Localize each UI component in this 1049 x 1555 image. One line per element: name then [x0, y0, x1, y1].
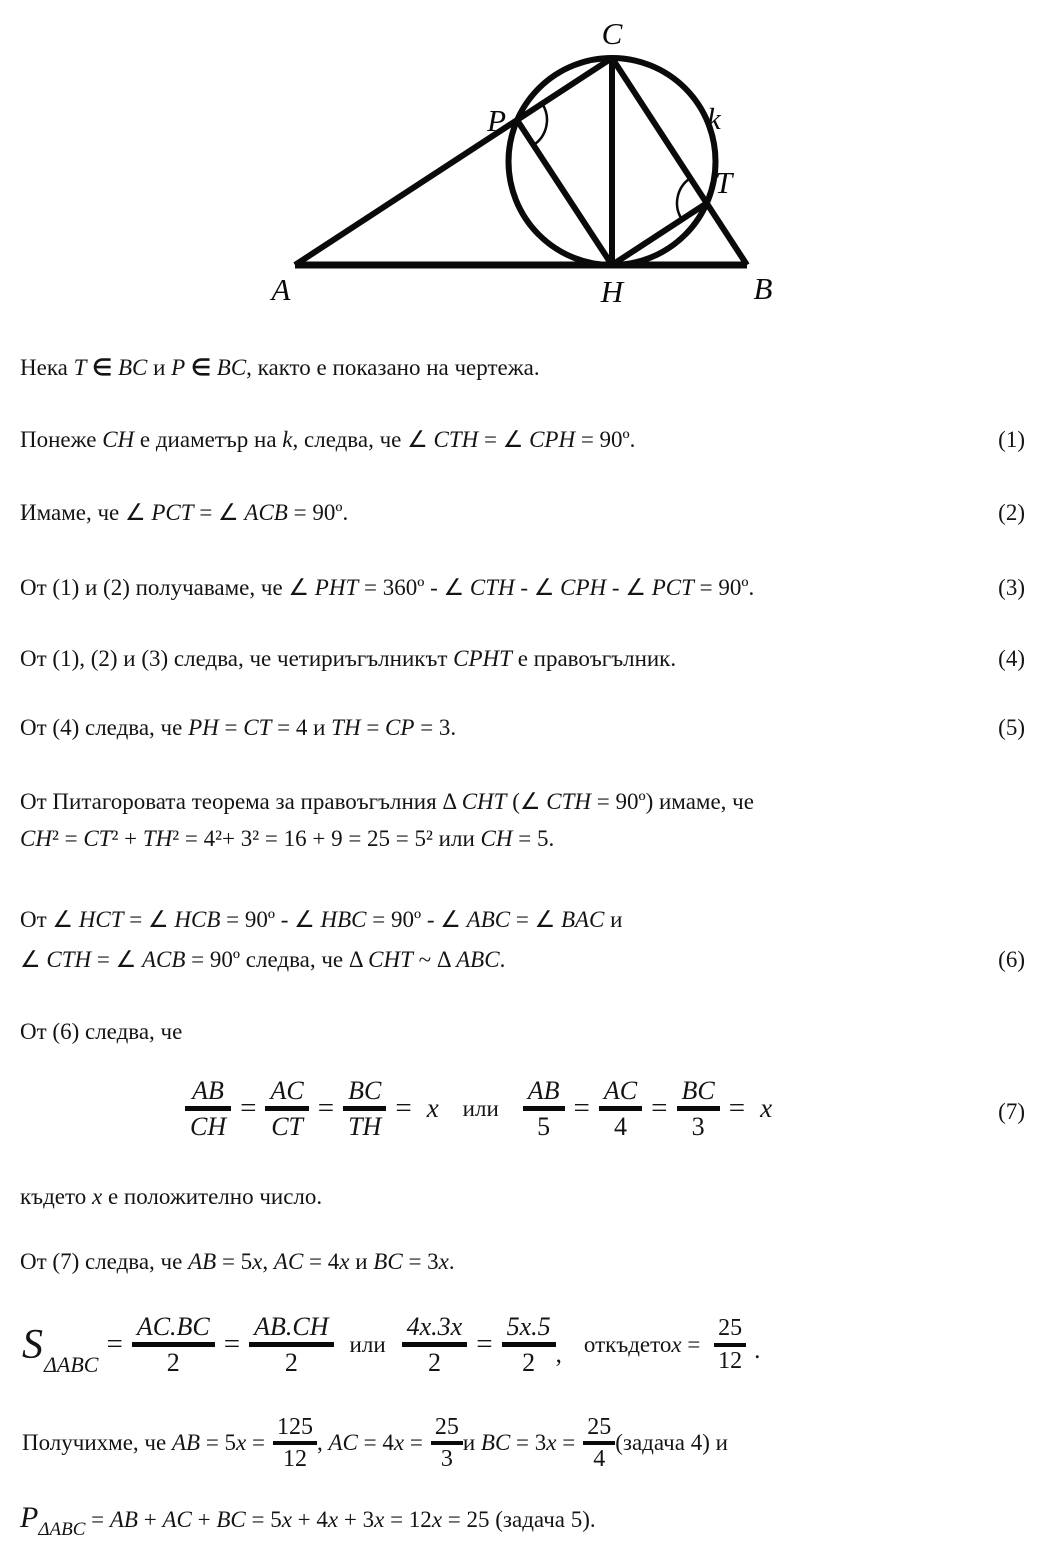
- text-segment: x: [327, 1507, 339, 1532]
- text-segment: =: [218, 715, 244, 740]
- text-segment: (задача 4) и: [615, 1430, 728, 1456]
- text-segment: CTH: [46, 947, 92, 972]
- text-segment: = 360º - ∠: [358, 575, 470, 600]
- text-segment: = 25 (задача 5).: [442, 1507, 596, 1532]
- text-segment: , следва, че ∠: [292, 427, 434, 452]
- text-segment: ,: [317, 1430, 329, 1456]
- equals-sign: =: [106, 1328, 123, 1361]
- equals-sign: =: [573, 1092, 590, 1125]
- text-segment: ACB: [141, 947, 186, 972]
- paragraph-rectangle: [20, 645, 1025, 673]
- equals-sign: =: [681, 1331, 707, 1357]
- text-segment: AB: [109, 1507, 138, 1532]
- text-segment: ∠: [20, 947, 47, 972]
- text-segment: =: [556, 1430, 576, 1456]
- fraction-4x3x-2: 4x.3x 2: [402, 1312, 468, 1377]
- text-segment: = 90º - ∠: [220, 907, 321, 932]
- text-run: [85, 1507, 595, 1532]
- text-segment: ABC: [456, 947, 500, 972]
- text-segment: = 90º.: [693, 575, 755, 600]
- paragraph-from-7: [20, 1248, 1025, 1276]
- text-segment: CT: [243, 715, 272, 740]
- text-segment: = ∠: [478, 427, 530, 452]
- equals-sign: =: [223, 1328, 241, 1361]
- text-segment: = 4: [303, 1249, 340, 1274]
- perimeter-line: [20, 1503, 1025, 1539]
- vertex-label-A: A: [271, 272, 291, 307]
- text-segment: BC: [373, 1249, 403, 1274]
- text-segment: и: [462, 1430, 481, 1456]
- text-segment: =: [246, 1430, 265, 1456]
- text-segment: +: [137, 1507, 163, 1532]
- equals-sign: =: [651, 1092, 668, 1125]
- text-segment: PHT: [314, 575, 359, 600]
- text-segment: +: [191, 1507, 217, 1532]
- paragraph-intro: [20, 354, 1025, 382]
- text-segment: P: [171, 355, 186, 380]
- equation-number-1: (1): [998, 427, 1025, 452]
- text-segment: CH: [480, 826, 513, 851]
- text-segment: T: [73, 355, 87, 380]
- variable-x: x: [760, 1093, 773, 1124]
- text-segment: ∈: [190, 355, 212, 380]
- text-segment: = 3.: [414, 715, 457, 740]
- text-segment: BC: [216, 355, 247, 380]
- text-segment: = ∠: [123, 907, 175, 932]
- text-segment: TH: [331, 715, 361, 740]
- text-segment: = 12: [384, 1507, 432, 1532]
- text-segment: ,: [262, 1249, 274, 1274]
- equals-sign: =: [240, 1092, 257, 1125]
- text-segment: = 5: [245, 1507, 282, 1532]
- text-segment: PCT: [651, 575, 694, 600]
- text-segment: От (1) и (2) получаваме, че ∠: [20, 575, 315, 600]
- paragraph-pht: [20, 574, 1025, 602]
- text-segment: TH: [142, 826, 173, 851]
- text-segment: CHT: [461, 789, 507, 814]
- text-segment: =: [404, 1430, 423, 1456]
- whence-text: откъдето: [583, 1331, 672, 1357]
- text-segment: От ∠: [20, 907, 79, 932]
- text-segment: PCT: [151, 500, 194, 525]
- text-segment: + 4: [291, 1507, 328, 1532]
- equals-sign: =: [317, 1092, 335, 1125]
- text-segment: От Питагоровата теорема за правоъгълния Δ: [20, 789, 462, 814]
- text-segment: x: [252, 1249, 263, 1274]
- equation-number-7: (7): [998, 1099, 1025, 1124]
- text-segment: ~ Δ: [412, 947, 457, 972]
- text-segment: BAC: [560, 907, 605, 932]
- text-segment: x: [546, 1430, 557, 1456]
- vertex-label-B: B: [753, 271, 773, 306]
- result-lengths-line: [22, 1414, 728, 1473]
- text-segment: x: [236, 1430, 247, 1456]
- text-segment: = 3: [510, 1430, 547, 1456]
- text-segment: x: [91, 1184, 103, 1209]
- fraction-25-3: $\frac{25}{3}$: [431, 1414, 463, 1473]
- text-segment: CH: [20, 826, 52, 851]
- area-equation: [22, 1312, 760, 1377]
- text-segment: = 5: [216, 1249, 253, 1274]
- equation-number-6: (6): [998, 947, 1025, 972]
- text-segment: = 4 и: [271, 715, 332, 740]
- text-segment: CTH: [469, 575, 515, 600]
- text-segment: = 90º.: [575, 427, 636, 452]
- segment-PH: [517, 120, 612, 265]
- equals-sign: =: [476, 1328, 493, 1361]
- fraction-125-12: $\frac{125}{12}$: [273, 1414, 317, 1473]
- comma: ,: [555, 1340, 562, 1368]
- text-segment: Нека: [20, 355, 74, 380]
- fraction-5x5-2: 5x.5 2: [502, 1312, 556, 1377]
- text-segment: AC: [328, 1430, 358, 1456]
- text-segment: = 90º.: [287, 500, 349, 525]
- text-segment: CPH: [560, 575, 607, 600]
- fraction-acbc-2: AC.BC 2: [132, 1312, 215, 1377]
- text-segment: .: [499, 947, 506, 972]
- text-segment: AC: [273, 1249, 304, 1274]
- text-run: [22, 1430, 265, 1456]
- paragraph-pythagoras: [20, 788, 1025, 816]
- area-symbol: S ΔABC: [22, 1321, 99, 1377]
- text-segment: ACB: [244, 500, 288, 525]
- point-label-H: H: [600, 274, 624, 309]
- text-segment: HCB: [174, 907, 221, 932]
- text-segment: PH: [188, 715, 219, 740]
- text-segment: = 3: [402, 1249, 439, 1274]
- text-run: [615, 1430, 728, 1456]
- text-segment: = ∠: [91, 947, 142, 972]
- text-segment: x: [281, 1507, 292, 1532]
- fraction-ab-5: AB 5: [523, 1076, 565, 1141]
- text-segment: е диаметър на: [134, 427, 283, 452]
- text-segment: е положително число.: [102, 1184, 323, 1209]
- circle-label-k: k: [707, 101, 721, 136]
- paragraph-angles-1: [20, 906, 1025, 934]
- text-segment: x: [339, 1249, 350, 1274]
- paragraph-sides: [20, 714, 1025, 742]
- text-segment: CPH: [529, 427, 576, 452]
- text-segment: CP: [385, 715, 415, 740]
- or-word: или: [462, 1095, 499, 1121]
- text-segment: BC: [117, 355, 148, 380]
- text-segment: + 3: [338, 1507, 375, 1532]
- text-segment: = 5: [200, 1430, 237, 1456]
- text-segment: k: [282, 427, 293, 452]
- text-segment: CPHT: [453, 646, 512, 671]
- perimeter-symbol: P: [20, 1501, 39, 1534]
- paragraph-ch-squared: [20, 825, 1025, 853]
- text-segment: където: [20, 1184, 92, 1209]
- period: .: [754, 1336, 761, 1364]
- text-segment: и: [349, 1249, 374, 1274]
- text-segment: , както е показано на чертежа.: [246, 355, 540, 380]
- point-label-T: T: [715, 165, 733, 200]
- text-segment: BC: [480, 1430, 511, 1456]
- text-segment: = 90º) имаме, че: [590, 789, 754, 814]
- text-segment: = 4: [357, 1430, 394, 1456]
- text-segment: CTH: [546, 789, 591, 814]
- text-segment: x: [438, 1249, 449, 1274]
- text-segment: ² =: [51, 826, 84, 851]
- text-segment: CH: [102, 427, 135, 452]
- text-run: [463, 1430, 575, 1456]
- fraction-ac-4: AC 4: [599, 1076, 642, 1141]
- fraction-ac-ct: AC CT: [265, 1076, 308, 1141]
- text-segment: и: [147, 355, 172, 380]
- equation-number-3: (3): [998, 575, 1025, 600]
- text-segment: x: [374, 1507, 385, 1532]
- text-segment: AC: [162, 1507, 192, 1532]
- text-segment: (∠: [506, 789, 547, 814]
- text-segment: HCT: [78, 907, 124, 932]
- text-segment: От (6) следва, че: [20, 1019, 183, 1044]
- text-segment: От (4) следва, че: [20, 715, 189, 740]
- fraction-bc-th: BC TH: [343, 1076, 386, 1141]
- text-segment: От (1), (2) и (3) следва, че четириъгълникът: [20, 646, 454, 671]
- variable-x: x: [671, 1331, 682, 1357]
- text-segment: От (7) следва, че: [20, 1249, 189, 1274]
- text-segment: AB: [188, 1249, 217, 1274]
- text-segment: = ∠: [193, 500, 245, 525]
- fraction-25-4: $\frac{25}{4}$: [583, 1414, 615, 1473]
- text-segment: = 90º следва, че Δ: [185, 947, 369, 972]
- vertex-label-C: C: [601, 16, 623, 51]
- text-segment: е правоъгълник.: [511, 646, 677, 671]
- segment-AC: [295, 58, 612, 265]
- text-segment: = ∠: [510, 907, 561, 932]
- text-segment: - ∠: [514, 575, 561, 600]
- fraction-ab-ch: AB CH: [185, 1076, 231, 1141]
- fraction-25-12: $\frac{25}{12}$: [714, 1315, 746, 1374]
- proportion-equation: [185, 1076, 772, 1141]
- text-segment: Имаме, че ∠: [20, 500, 152, 525]
- segment-CB: [612, 58, 747, 265]
- text-segment: = 90º - ∠: [366, 907, 467, 932]
- text-segment: x: [431, 1507, 443, 1532]
- text-segment: ² +: [111, 826, 143, 851]
- paragraph-from-6: [20, 1018, 1025, 1046]
- equals-sign: =: [395, 1092, 412, 1125]
- variable-x: x: [426, 1093, 439, 1124]
- text-segment: CTH: [433, 427, 479, 452]
- text-segment: CT: [83, 826, 112, 851]
- text-segment: CHT: [368, 947, 413, 972]
- geometry-figure: [0, 0, 1049, 332]
- text-segment: ABC: [466, 907, 511, 932]
- paragraph-positive: [20, 1183, 1025, 1211]
- text-segment: и: [604, 907, 623, 932]
- text-segment: .: [448, 1249, 455, 1274]
- text-segment: BC: [216, 1507, 246, 1532]
- fraction-abch-2: AB.CH 2: [249, 1312, 333, 1377]
- text-segment: - ∠: [606, 575, 652, 600]
- text-segment: = 5.: [512, 826, 555, 851]
- text-segment: ² = 4²+ 3² = 16 + 9 = 25 = 5² или: [172, 826, 481, 851]
- text-segment: =: [85, 1507, 110, 1532]
- text-segment: AB: [171, 1430, 201, 1456]
- text-segment: HBC: [320, 907, 367, 932]
- paragraph-diameter: [20, 426, 1025, 454]
- paragraph-pct: [20, 499, 1025, 527]
- point-label-P: P: [487, 103, 506, 138]
- text-segment: =: [360, 715, 386, 740]
- equals-sign: =: [728, 1092, 746, 1125]
- equation-number-5: (5): [998, 715, 1025, 740]
- equation-number-4: (4): [998, 646, 1025, 671]
- or-word: или: [349, 1331, 386, 1357]
- equation-number-2: (2): [998, 500, 1025, 525]
- text-segment: Получихме, че: [22, 1430, 172, 1456]
- text-segment: ∈: [92, 355, 113, 380]
- text-segment: x: [393, 1430, 405, 1456]
- paragraph-angles-2: [20, 946, 1025, 974]
- fraction-bc-3: BC 3: [677, 1076, 720, 1141]
- text-run: [317, 1430, 423, 1456]
- text-segment: Понеже: [20, 427, 103, 452]
- perimeter-subscript: ΔABC: [38, 1519, 86, 1540]
